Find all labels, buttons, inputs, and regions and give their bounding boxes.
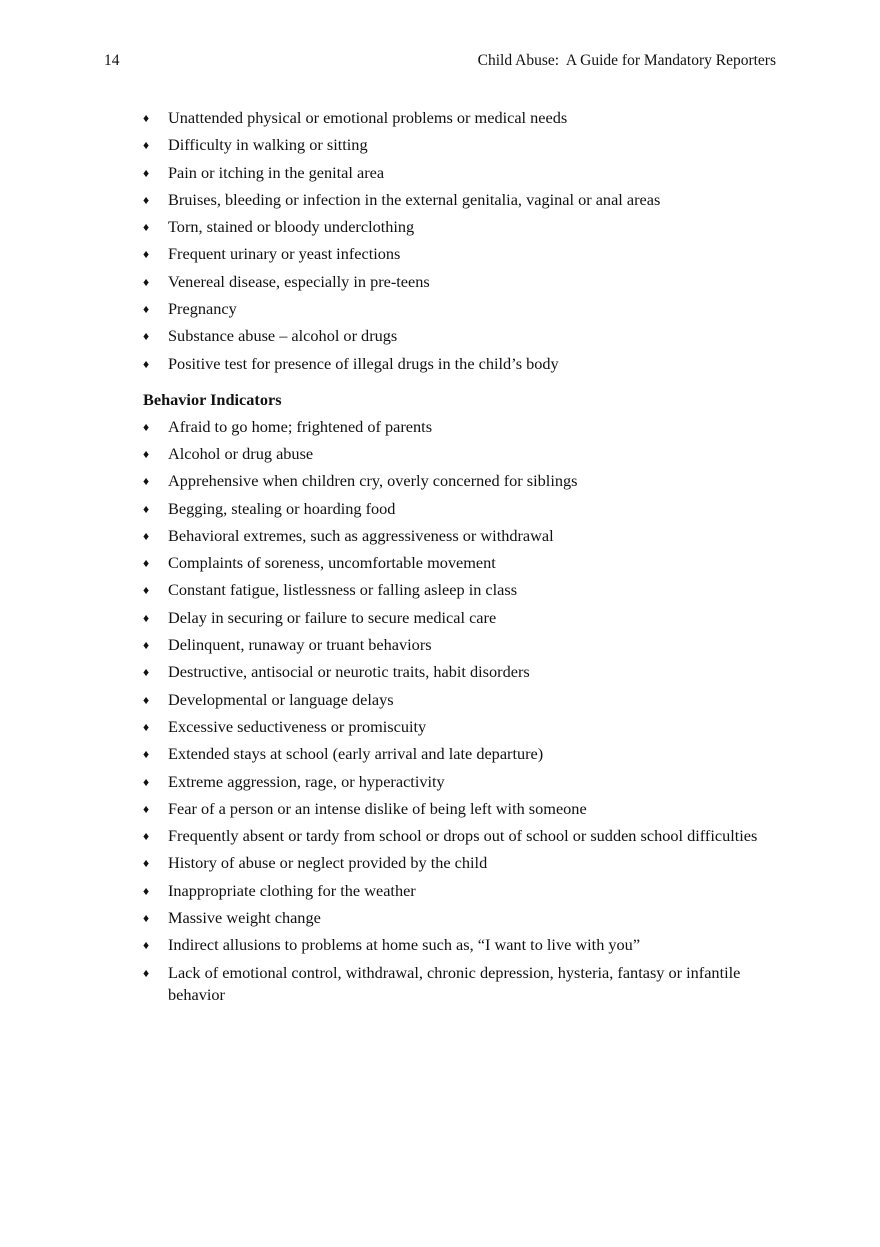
list-item xyxy=(143,470,783,492)
list-item xyxy=(143,243,783,265)
list-item-text: Extended stays at school (early arrival and late departure) xyxy=(168,744,544,764)
diamond-bullet-icon: ♦ xyxy=(143,583,150,598)
list-item xyxy=(143,634,783,656)
diamond-bullet-icon: ♦ xyxy=(143,692,150,707)
physical-indicators-list xyxy=(143,107,783,375)
list-item-text: Frequent urinary or yeast infections xyxy=(168,244,401,264)
running-title: Child Abuse: A Guide for Mandatory Reporters xyxy=(477,52,776,69)
diamond-bullet-icon: ♦ xyxy=(143,274,150,289)
list-item-text: Excessive seductiveness or promiscuity xyxy=(168,716,427,736)
list-item-text: Developmental or language delays xyxy=(168,689,394,709)
list-item-text: History of abuse or neglect provided by the child xyxy=(168,853,488,873)
list-item-text: Afraid to go home; frightened of parents xyxy=(168,416,433,436)
list-item xyxy=(143,579,783,601)
diamond-bullet-icon: ♦ xyxy=(143,138,150,153)
list-item-text: Lack of emotional control, withdrawal, chronic depression, hysteria, fantasy or infantile behavior xyxy=(168,962,741,1004)
list-item xyxy=(143,443,783,465)
list-item-text: Behavioral extremes, such as aggressiveness or withdrawal xyxy=(168,525,554,545)
diamond-bullet-icon: ♦ xyxy=(143,220,150,235)
diamond-bullet-icon: ♦ xyxy=(143,638,150,653)
diamond-bullet-icon: ♦ xyxy=(143,747,150,762)
behavior-indicators-list xyxy=(143,416,783,1006)
list-item xyxy=(143,189,783,211)
list-item-text: Fear of a person or an intense dislike of being left with someone xyxy=(168,798,587,818)
diamond-bullet-icon: ♦ xyxy=(143,501,150,516)
list-item-text: Indirect allusions to problems at home such as, “I want to live with you” xyxy=(168,935,641,955)
diamond-bullet-icon: ♦ xyxy=(143,665,150,680)
list-item xyxy=(143,134,783,156)
list-item-text: Apprehensive when children cry, overly concerned for siblings xyxy=(168,471,578,491)
list-item xyxy=(143,798,783,820)
diamond-bullet-icon: ♦ xyxy=(143,419,150,434)
diamond-bullet-icon: ♦ xyxy=(143,528,150,543)
diamond-bullet-icon: ♦ xyxy=(143,111,150,125)
list-item-text: Destructive, antisocial or neurotic traits, habit disorders xyxy=(168,662,530,682)
diamond-bullet-icon: ♦ xyxy=(143,192,150,207)
list-item xyxy=(143,934,783,956)
list-item-text: Pain or itching in the genital area xyxy=(168,162,385,182)
diamond-bullet-icon: ♦ xyxy=(143,474,150,489)
diamond-bullet-icon: ♦ xyxy=(143,446,150,461)
diamond-bullet-icon: ♦ xyxy=(143,247,150,262)
list-item-text: Inappropriate clothing for the weather xyxy=(168,880,416,900)
diamond-bullet-icon: ♦ xyxy=(143,302,150,317)
page-number: 14 xyxy=(104,52,120,69)
list-item xyxy=(143,907,783,929)
list-item-text: Extreme aggression, rage, or hyperactivity xyxy=(168,771,445,791)
list-item xyxy=(143,353,783,375)
list-item-text: Massive weight change xyxy=(168,908,321,928)
list-item-text: Pregnancy xyxy=(168,299,237,319)
list-item-text: Alcohol or drug abuse xyxy=(168,443,314,463)
list-item xyxy=(143,271,783,293)
list-item xyxy=(143,498,783,520)
diamond-bullet-icon: ♦ xyxy=(143,165,150,180)
diamond-bullet-icon: ♦ xyxy=(143,965,150,980)
list-item xyxy=(143,689,783,711)
diamond-bullet-icon: ♦ xyxy=(143,329,150,344)
list-item-text: Positive test for presence of illegal drugs in the child’s body xyxy=(168,353,559,373)
list-item-text: Complaints of soreness, uncomfortable movement xyxy=(168,553,496,573)
diamond-bullet-icon: ♦ xyxy=(143,719,150,734)
list-item-text: Unattended physical or emotional problems or medical needs xyxy=(168,108,568,127)
list-item xyxy=(143,325,783,347)
diamond-bullet-icon: ♦ xyxy=(143,883,150,898)
list-item-text: Delinquent, runaway or truant behaviors xyxy=(168,635,432,655)
list-item xyxy=(143,962,783,1006)
list-item-text: Substance abuse – alcohol or drugs xyxy=(168,326,398,346)
diamond-bullet-icon: ♦ xyxy=(143,911,150,926)
diamond-bullet-icon: ♦ xyxy=(143,556,150,571)
diamond-bullet-icon: ♦ xyxy=(143,356,150,371)
page-content xyxy=(143,107,783,1006)
list-item xyxy=(143,525,783,547)
list-item xyxy=(143,852,783,874)
list-item xyxy=(143,880,783,902)
list-item xyxy=(143,771,783,793)
diamond-bullet-icon: ♦ xyxy=(143,610,150,625)
list-item xyxy=(143,298,783,320)
page-header xyxy=(104,50,776,72)
list-item xyxy=(143,162,783,184)
list-item xyxy=(143,216,783,238)
section-heading: Behavior Indicators xyxy=(143,389,282,409)
list-item xyxy=(143,416,783,438)
diamond-bullet-icon: ♦ xyxy=(143,801,150,816)
list-item-text: Delay in securing or failure to secure medical care xyxy=(168,607,497,627)
list-item-text: Difficulty in walking or sitting xyxy=(168,135,368,155)
list-item-text: Torn, stained or bloody underclothing xyxy=(168,217,415,237)
list-item xyxy=(143,661,783,683)
diamond-bullet-icon: ♦ xyxy=(143,856,150,871)
list-item-text: Frequently absent or tardy from school or drops out of school or sudden school difficulties xyxy=(168,826,758,846)
list-item-text: Venereal disease, especially in pre-teens xyxy=(168,271,430,291)
list-item xyxy=(143,607,783,629)
list-item xyxy=(143,107,783,129)
diamond-bullet-icon: ♦ xyxy=(143,938,150,953)
list-item xyxy=(143,716,783,738)
diamond-bullet-icon: ♦ xyxy=(143,774,150,789)
diamond-bullet-icon: ♦ xyxy=(143,829,150,844)
list-item-text: Begging, stealing or hoarding food xyxy=(168,498,396,518)
list-item-text: Constant fatigue, listlessness or falling asleep in class xyxy=(168,580,518,600)
list-item xyxy=(143,825,783,847)
list-item-text: Bruises, bleeding or infection in the external genitalia, vaginal or anal areas xyxy=(168,189,661,209)
list-item xyxy=(143,552,783,574)
list-item xyxy=(143,743,783,765)
